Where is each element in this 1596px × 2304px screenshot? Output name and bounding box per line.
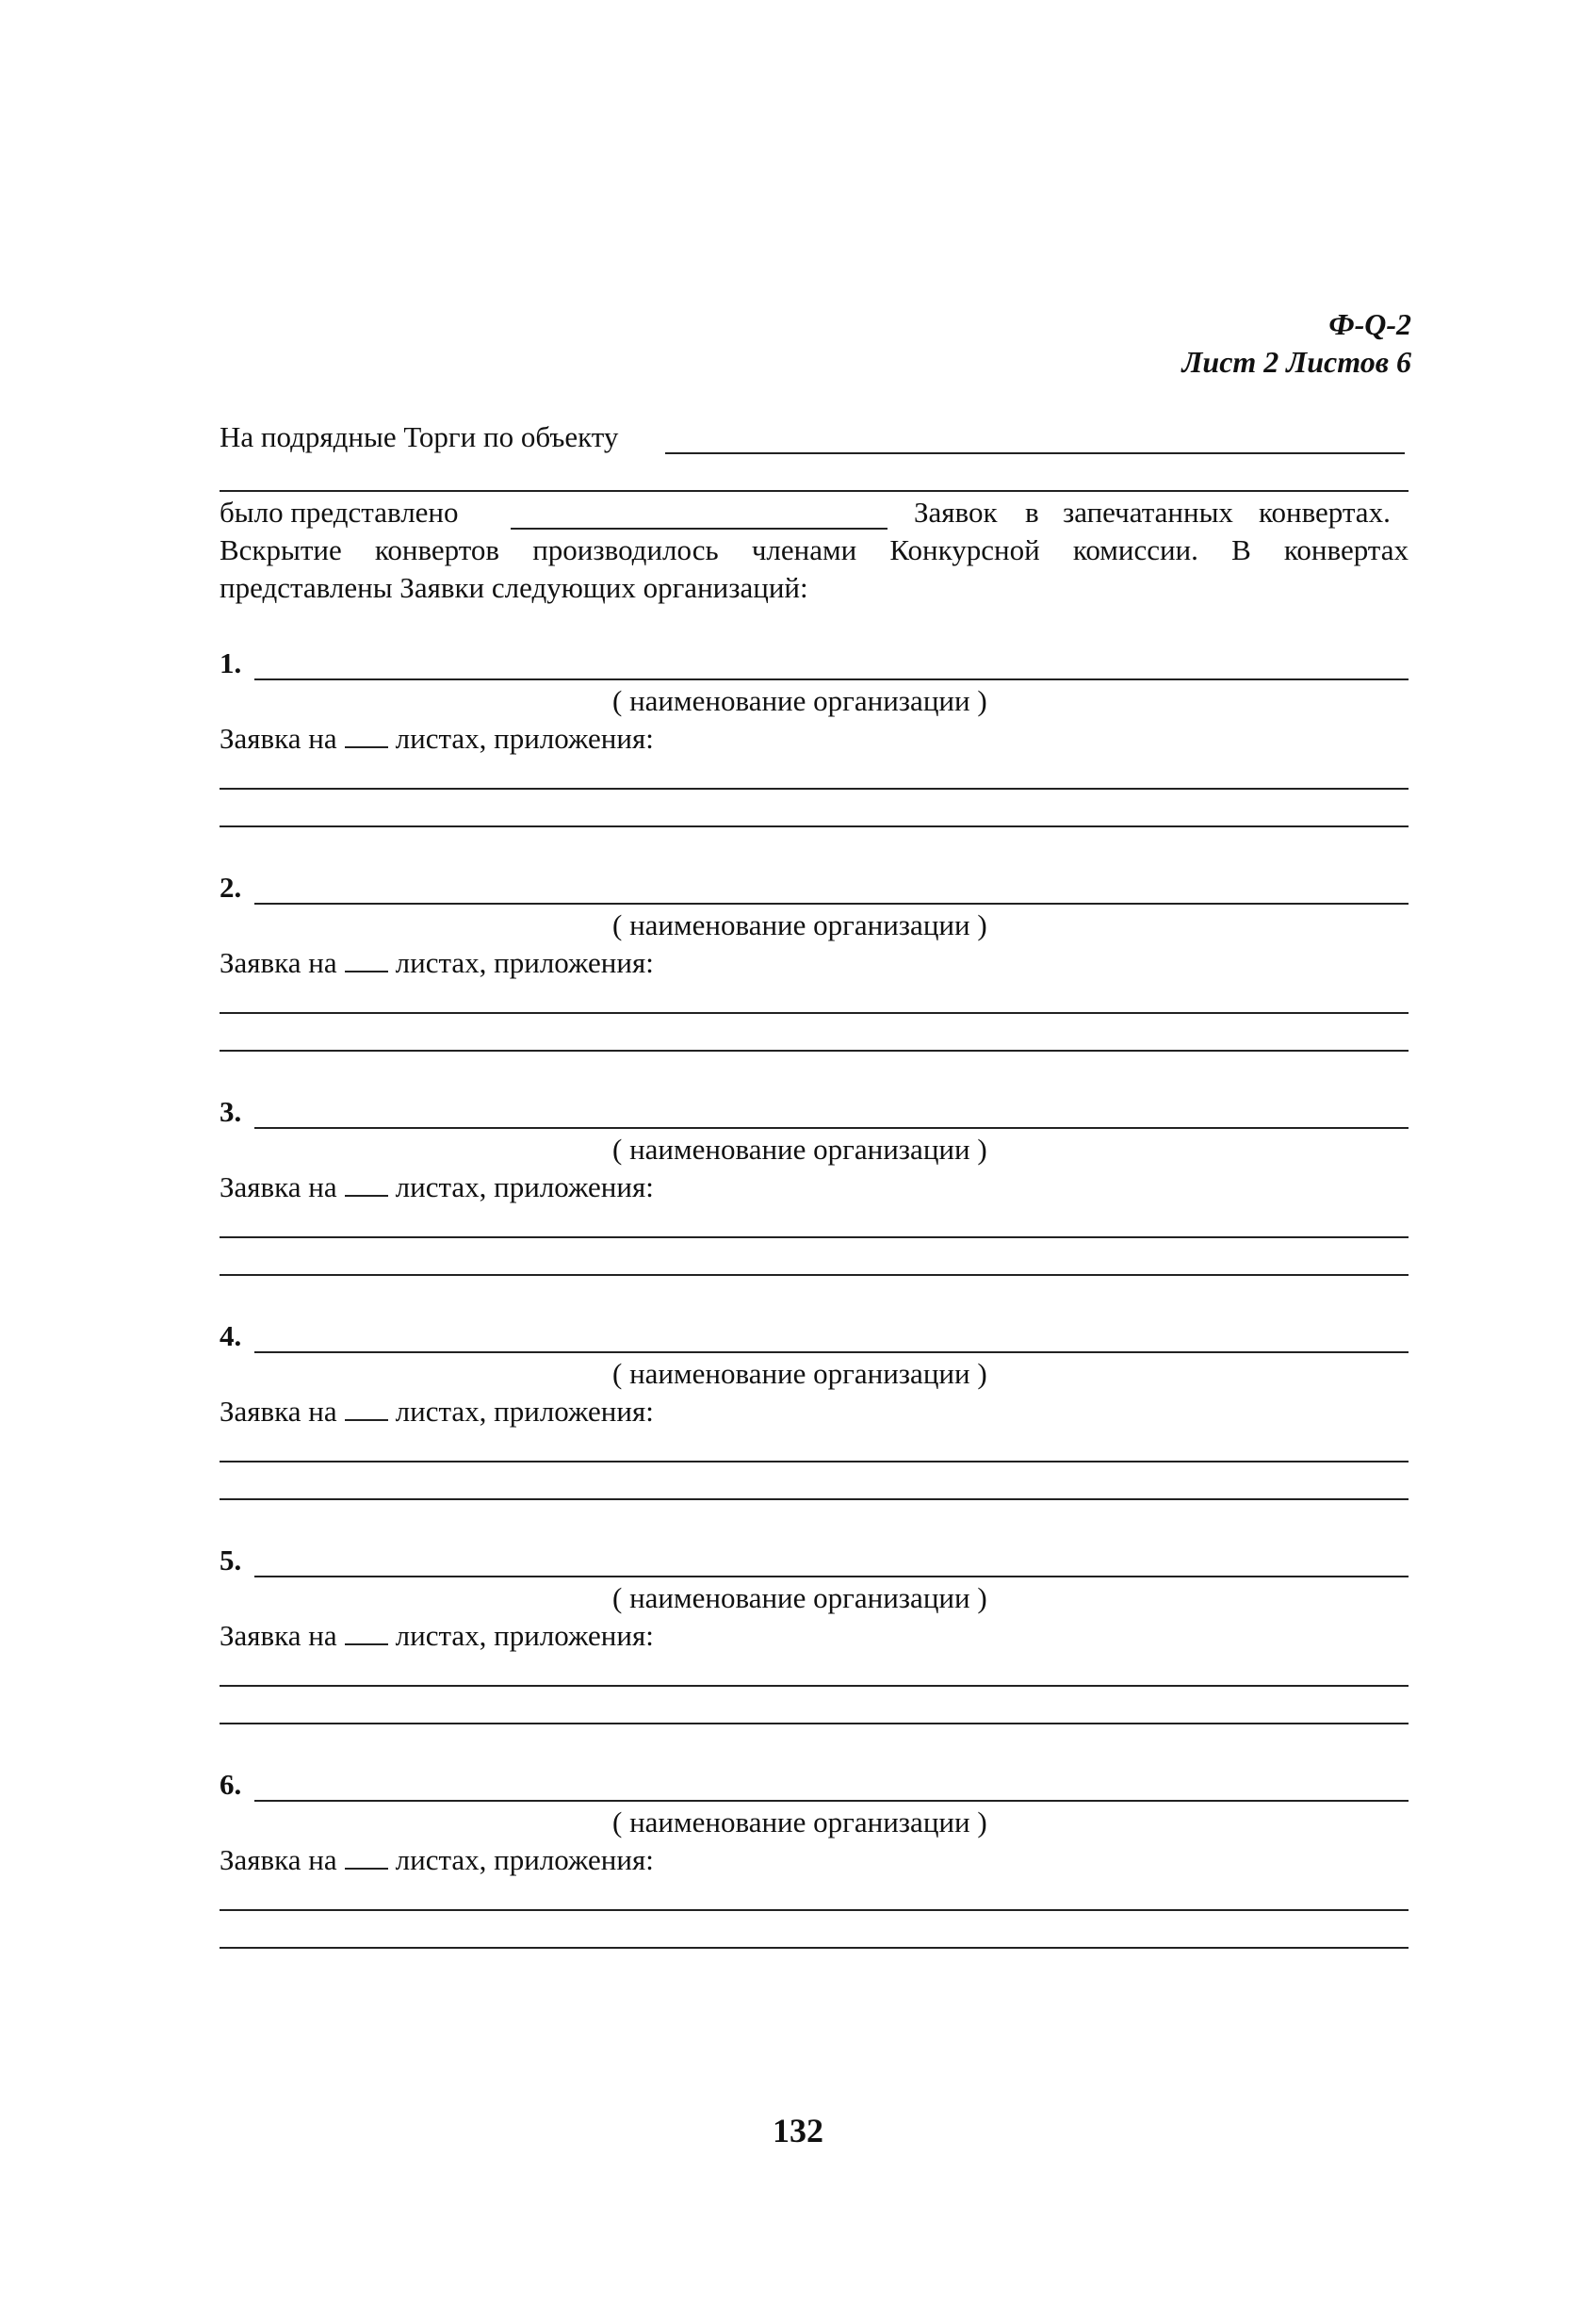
organization-number: 6.	[220, 1768, 242, 1801]
attachments-field-line2[interactable]	[220, 1050, 1409, 1052]
sheet-count-field[interactable]	[345, 1397, 388, 1421]
organization-entry-1	[0, 646, 1596, 873]
intro-word: Конкурсной	[889, 533, 1040, 566]
organization-entry-6	[0, 1768, 1596, 1994]
organization-name-field[interactable]	[254, 903, 1409, 905]
organization-entry-3	[0, 1095, 1596, 1321]
application-label	[220, 722, 654, 756]
organization-entry-4	[0, 1319, 1596, 1545]
application-label	[220, 1395, 654, 1429]
organization-number: 3.	[220, 1095, 242, 1128]
submitted-suffix-3: запечатанных	[1063, 496, 1233, 529]
submitted-suffix-4: конвертах.	[1259, 496, 1391, 529]
attachments-field-line2[interactable]	[220, 1274, 1409, 1276]
intro-line-3: представлены Заявки следующих организаций:	[220, 571, 808, 604]
object-label: На подрядные Торги по объекту	[220, 420, 619, 453]
application-prefix: Заявка на	[220, 722, 337, 755]
submitted-suffix-2: в	[1025, 496, 1039, 529]
application-label	[220, 1843, 654, 1877]
attachments-field-line1[interactable]	[220, 1909, 1409, 1911]
attachments-field-line1[interactable]	[220, 788, 1409, 790]
application-suffix: листах, приложения:	[395, 946, 654, 979]
intro-line-2	[220, 533, 1409, 567]
submitted-prefix: было представлено	[220, 496, 459, 529]
attachments-field-line1[interactable]	[220, 1685, 1409, 1687]
organization-caption: ( наименование организации )	[612, 908, 987, 941]
page-number: 132	[773, 2112, 823, 2149]
application-suffix: листах, приложения:	[395, 1170, 654, 1203]
organization-entry-5	[0, 1544, 1596, 1770]
application-label	[220, 1170, 654, 1204]
sheet-count-field[interactable]	[345, 1172, 388, 1197]
organization-caption: ( наименование организации )	[612, 1357, 987, 1390]
intro-word: комиссии.	[1072, 533, 1198, 566]
intro-word: В	[1231, 533, 1251, 566]
organization-number: 1.	[220, 646, 242, 679]
intro-word: производилось	[532, 533, 719, 566]
object-name-field-line2[interactable]	[220, 490, 1409, 492]
organization-caption: ( наименование организации )	[612, 1581, 987, 1614]
attachments-field-line2[interactable]	[220, 1947, 1409, 1949]
submitted-suffix-1: Заявок	[914, 496, 998, 529]
organization-number: 5.	[220, 1544, 242, 1577]
attachments-field-line2[interactable]	[220, 825, 1409, 827]
organization-caption: ( наименование организации )	[612, 1133, 987, 1166]
organization-entry-2	[0, 871, 1596, 1097]
organization-number: 4.	[220, 1319, 242, 1352]
form-code: Ф-Q-2	[1328, 307, 1411, 341]
sheet-count-field[interactable]	[345, 948, 388, 972]
organization-caption: ( наименование организации )	[612, 684, 987, 717]
application-prefix: Заявка на	[220, 1395, 337, 1428]
sheet-count-field[interactable]	[345, 724, 388, 748]
sheet-info: Лист 2 Листов 6	[1181, 345, 1411, 379]
intro-word: членами	[751, 533, 857, 566]
attachments-field-line1[interactable]	[220, 1012, 1409, 1014]
application-prefix: Заявка на	[220, 1170, 337, 1203]
attachments-field-line2[interactable]	[220, 1723, 1409, 1724]
application-prefix: Заявка на	[220, 1619, 337, 1652]
intro-word: Вскрытие	[220, 533, 342, 566]
application-prefix: Заявка на	[220, 1843, 337, 1876]
object-name-field[interactable]	[665, 452, 1405, 454]
application-suffix: листах, приложения:	[395, 1843, 654, 1876]
application-prefix: Заявка на	[220, 946, 337, 979]
organization-number: 2.	[220, 871, 242, 904]
organization-name-field[interactable]	[254, 678, 1409, 680]
organization-name-field[interactable]	[254, 1576, 1409, 1577]
organization-name-field[interactable]	[254, 1351, 1409, 1353]
attachments-field-line1[interactable]	[220, 1236, 1409, 1238]
sheet-count-field[interactable]	[345, 1621, 388, 1645]
application-suffix: листах, приложения:	[395, 1619, 654, 1652]
sheet-count-field[interactable]	[345, 1845, 388, 1870]
application-suffix: листах, приложения:	[395, 722, 654, 755]
attachments-field-line2[interactable]	[220, 1498, 1409, 1500]
submitted-count-field[interactable]	[511, 528, 888, 530]
application-suffix: листах, приложения:	[395, 1395, 654, 1428]
intro-word: конвертов	[374, 533, 500, 566]
application-label	[220, 946, 654, 980]
organization-name-field[interactable]	[254, 1127, 1409, 1129]
attachments-field-line1[interactable]	[220, 1461, 1409, 1462]
organization-name-field[interactable]	[254, 1800, 1409, 1802]
application-label	[220, 1619, 654, 1653]
organization-caption: ( наименование организации )	[612, 1806, 987, 1838]
intro-word: конвертах	[1283, 533, 1409, 566]
